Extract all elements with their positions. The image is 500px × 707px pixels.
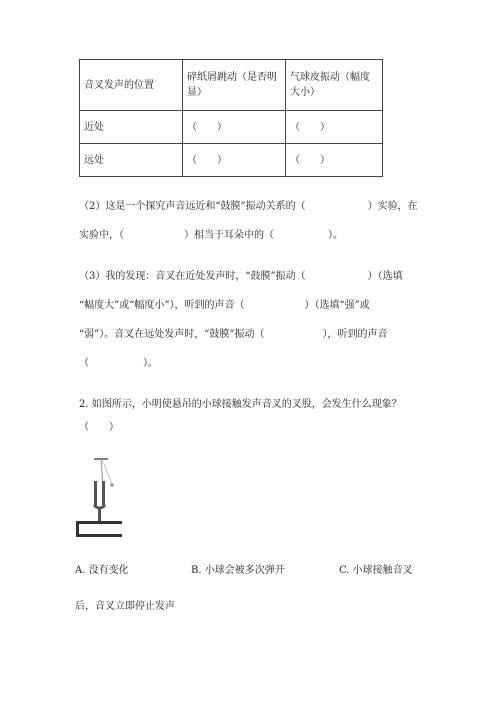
q3-line4 [79, 356, 158, 371]
q3-text: （3）我的发现：音叉在近处发声时，“鼓膜”振动（ [79, 271, 306, 282]
q2-line2 [79, 228, 343, 243]
q3-line3 [79, 327, 387, 342]
q3-text: ）。 [143, 358, 158, 369]
question2-answer-paren: （ ） [79, 422, 119, 433]
q2-text: ）。 [328, 230, 343, 241]
option-c: C. 小球接触音叉 [339, 565, 413, 576]
answer-blank: （ ） [286, 144, 383, 177]
fork-base [94, 505, 105, 508]
table-row [80, 144, 383, 177]
question2-stem: 2. 如图所示，小明使悬吊的小球接触发声音叉的叉股，会发生什么现象？ [79, 399, 402, 410]
fork-prong-right [102, 481, 105, 505]
q3-text: ），听到的声音 [322, 329, 388, 340]
option-a: A. 没有变化 [75, 565, 129, 576]
ball-string-displaced [102, 459, 112, 484]
resonance-box-bottom [76, 534, 122, 537]
q3-text: ）（选填 [367, 271, 403, 282]
q2-text: （2）这是一个探究声音远近和“鼓膜”振动关系的（ [79, 201, 306, 212]
q2-text: ）实验，在 [367, 201, 418, 212]
q2-text: 实验中，（ [79, 230, 124, 241]
row-label-far: 远处 [80, 144, 183, 177]
q2-text: ）相当于耳朵中的（ [184, 230, 274, 241]
fork-handle [98, 509, 101, 521]
resonance-box-top [76, 521, 122, 524]
header-balloon-skin: 气球皮振动（幅度大小） [286, 60, 383, 111]
option-b: B. 小球会被多次弹开 [191, 565, 285, 576]
header-paper-scraps: 碎纸屑跳动（是否明显） [183, 60, 286, 111]
header-position: 音叉发声的位置 [80, 60, 183, 111]
table-header-row [80, 60, 383, 111]
q3-text: “幅度大”或“幅度小”），听到的声音（ [79, 300, 245, 311]
q3-text: “弱”）。音叉在远处发声时，“鼓膜”振动（ [79, 329, 265, 340]
q2-line1 [79, 199, 418, 214]
tuning-fork-figure [74, 455, 126, 537]
answer-blank: （ ） [183, 144, 286, 177]
q3-text: （ [79, 358, 89, 369]
fork-prong-left [94, 481, 97, 505]
q3-line2 [79, 298, 370, 313]
answer-blank: （ ） [183, 111, 286, 144]
option-c-continued: 后，音叉立即停止发声 [75, 601, 175, 612]
observation-table [79, 59, 383, 177]
q3-text: ）（选填“强”或 [304, 300, 370, 311]
q3-line1 [79, 269, 403, 284]
row-label-near: 近处 [80, 111, 183, 144]
small-ball [110, 483, 114, 487]
table-row [80, 111, 383, 144]
answer-blank: （ ） [286, 111, 383, 144]
